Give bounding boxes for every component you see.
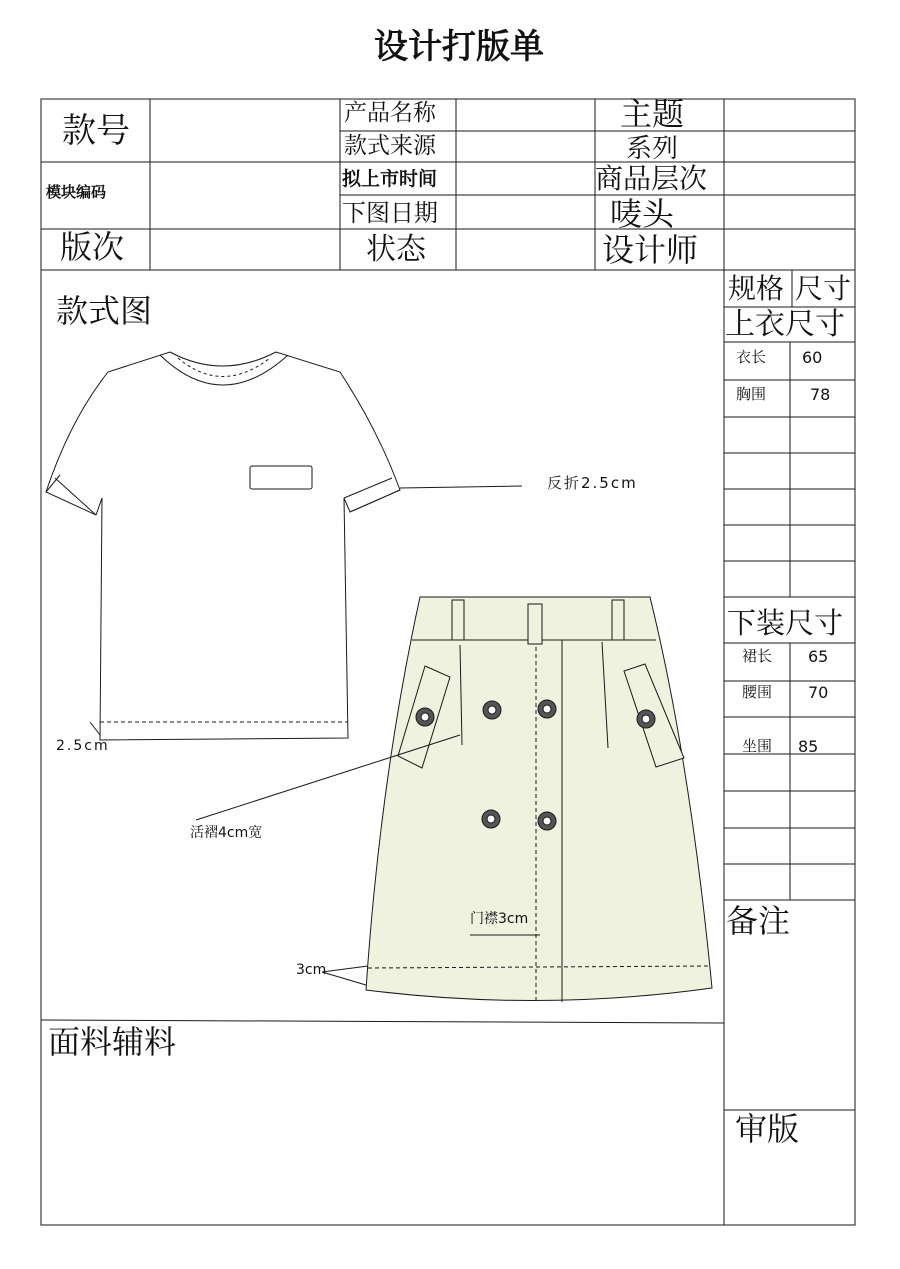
bottom-row-value: 70 bbox=[808, 683, 829, 702]
top-row-name: 胸围 bbox=[736, 385, 767, 403]
bottom-row-name: 腰围 bbox=[742, 683, 773, 701]
bottom-row-value: 65 bbox=[808, 647, 829, 666]
hem-note-skirt: 3cm bbox=[296, 962, 327, 978]
mark-label: 唛头 bbox=[610, 195, 675, 233]
spec-title-a: 规格 bbox=[728, 272, 785, 305]
style-no-label: 款号 bbox=[62, 111, 130, 151]
planned-launch-label: 拟上市时间 bbox=[342, 168, 438, 190]
top-size-title: 上衣尺寸 bbox=[725, 307, 845, 342]
status-label: 状态 bbox=[366, 232, 426, 267]
placket-note: 门襟3cm bbox=[470, 911, 529, 927]
bottom-row-name: 裙长 bbox=[742, 647, 773, 665]
bottom-row-name: 坐围 bbox=[742, 737, 773, 755]
top-row-value: 78 bbox=[810, 385, 831, 404]
designer-label: 设计师 bbox=[602, 231, 699, 269]
hem-note-top: 2.5cm bbox=[56, 738, 110, 754]
bottom-row-value: 85 bbox=[798, 737, 819, 756]
pleat-note: 活褶4cm宽 bbox=[190, 825, 263, 841]
version-label: 版次 bbox=[60, 228, 125, 266]
page-title: 设计打版单 bbox=[374, 27, 544, 67]
module-code-label: 模块编码 bbox=[46, 183, 107, 201]
sketch-title: 款式图 bbox=[56, 292, 153, 330]
remarks-label: 备注 bbox=[726, 902, 791, 940]
theme-label: 主题 bbox=[620, 95, 685, 133]
top-row-value: 60 bbox=[802, 348, 823, 367]
issue-date-label: 下图日期 bbox=[342, 199, 438, 227]
review-label: 审版 bbox=[735, 1110, 800, 1148]
bottom-size-title: 下装尺寸 bbox=[727, 606, 844, 640]
product-tier-label: 商品层次 bbox=[595, 162, 708, 195]
product-name-label: 产品名称 bbox=[344, 100, 436, 126]
spec-title-b: 尺寸 bbox=[795, 272, 852, 305]
style-source-label: 款式来源 bbox=[344, 133, 436, 159]
fabric-title: 面料辅料 bbox=[48, 1023, 177, 1061]
series-label: 系列 bbox=[626, 134, 679, 164]
top-row-name: 衣长 bbox=[736, 348, 767, 366]
fold-note: 反折2.5cm bbox=[547, 474, 638, 492]
